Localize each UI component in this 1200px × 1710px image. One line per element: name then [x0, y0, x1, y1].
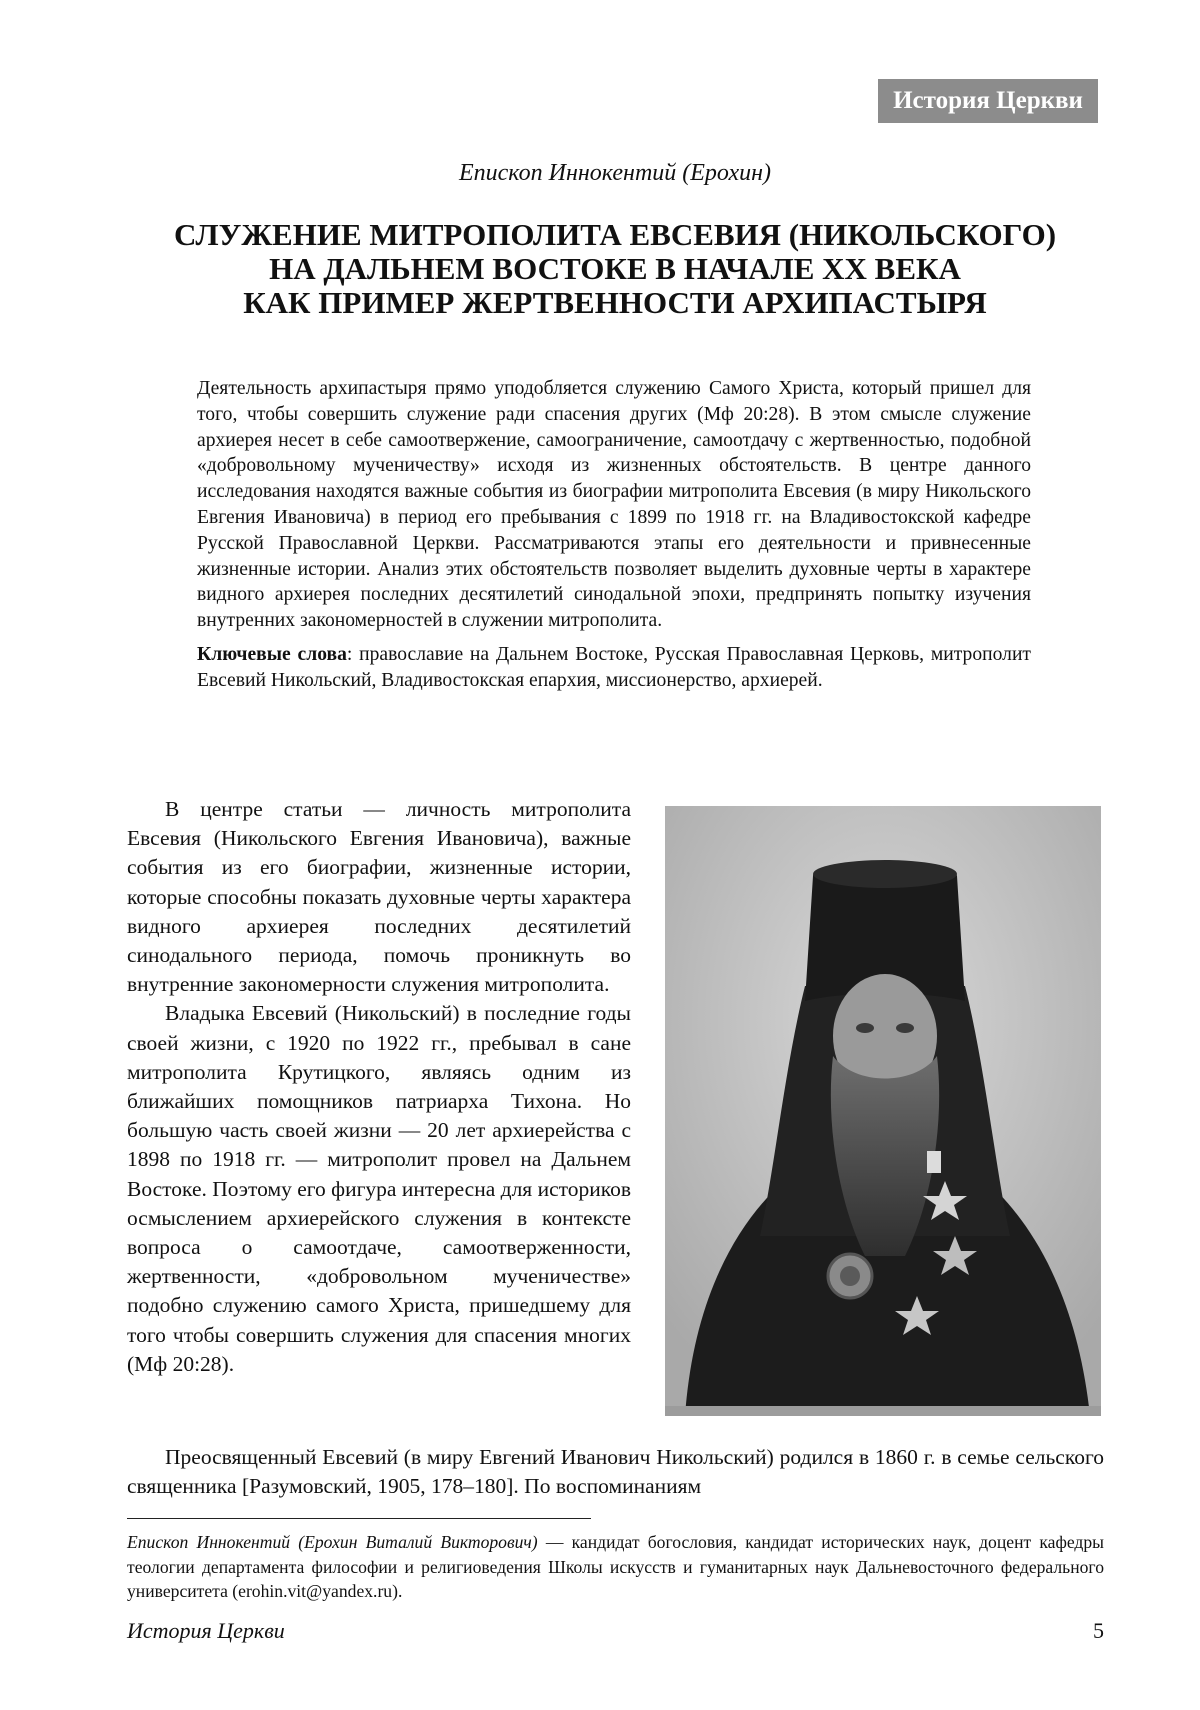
section-tag: История Церкви — [878, 79, 1098, 123]
footnote-author: Епископ Иннокентий (Ерохин Виталий Викторович) — [127, 1532, 538, 1552]
portrait-photo — [665, 806, 1101, 1416]
footnote-text — [127, 1530, 1104, 1604]
body-paragraph: Преосвященный Евсевий (в миру Евгений Иванович Никольский) родился в 1860 г. в семье сельского священника [Разумовский, 1905, 178–180]. По воспоминаниям — [127, 1445, 1104, 1499]
abstract-block — [197, 376, 1031, 694]
article-title — [0, 218, 1200, 320]
footnote-divider — [127, 1518, 591, 1519]
keywords-text: : православие на Дальнем Востоке, Русская Православная Церковь, митрополит Евсевий Никольский, Владивостокская епархия, миссионерство, архиерей. — [197, 643, 1031, 691]
footnote — [127, 1530, 1104, 1604]
title-line: СЛУЖЕНИЕ МИТРОПОЛИТА ЕВСЕВИЯ (НИКОЛЬСКОГО) — [173, 217, 1057, 252]
body-column — [127, 795, 631, 1379]
body-full-width — [127, 1443, 1104, 1501]
keywords-label: Ключевые слова — [197, 643, 347, 665]
article-author: Епископ Иннокентий (Ерохин) — [458, 160, 771, 186]
body-paragraph: Владыка Евсевий (Никольский) в последние годы своей жизни, с 1920 по 1922 гг., пребывал в сане митрополита Крутицкого, являясь одним из ближайших помощников патриарха Тихона. Но большую часть своей жизни — 20 лет архиерейства с 1898 по 1918 гг. — митрополит провел на Дальнем Востоке. Поэтому его фигура интересна для историков осмыслением архиерейского служения в контексте вопроса о самоотдаче, самоотверженности, жертвенности, «добровольном мученичестве» подобно служению самого Христа, пришедшему для того чтобы совершить служения для спасения многих (Мф 20:28). — [127, 1001, 631, 1376]
footnote-body: — кандидат богословия, кандидат исторических наук, доцент кафедры теологии департамента философии и религиоведения Школы искусств и гуманитарных наук Дальневосточного федерального университета (erohin.vit@yandex.ru). — [127, 1532, 1104, 1601]
keywords — [197, 642, 1031, 694]
body-paragraph: В центре статьи — личность митрополита Евсевия (Никольского Евгения Ивановича), важные события из его биографии, жизненные истории, которые способны показать духовные черты характера видного архиерея последних десятилетий синодального периода, помочь проникнуть во внутренние закономерности служения митрополита. — [127, 797, 631, 997]
footer-journal-name: История Церкви — [127, 1618, 285, 1643]
abstract-text: Деятельность архипастыря прямо уподобляется служению Самого Христа, который пришел для того, чтобы совершить служение ради спасения других (Мф 20:28). В этом смысле служение архиерея несет в себе самоотвержение, самоограничение, самоотдачу с жертвенностью, подобной «добровольному мученичеству» исходя из жизненных обстоятельств. В центре данного исследования находятся важные события из биографии митрополита Евсевия (в миру Никольского Евгения Ивановича) в период его пребывания с 1899 по 1918 гг. на Владивостокской кафедре Русской Православной Церкви. Рассматриваются этапы его деятельности и привнесенные жизненные истории. Анализ этих обстоятельств позволяет выделить духовные черты в характере видного архиерея последних десятилетий синодальной эпохи, предпринять попытку изучения внутренних закономерностей в служении митрополита. — [197, 378, 1031, 632]
title-line: НА ДАЛЬНЕМ ВОСТОКЕ В НАЧАЛЕ ХХ ВЕКА — [269, 251, 961, 286]
title-line: КАК ПРИМЕР ЖЕРТВЕННОСТИ АРХИПАСТЫРЯ — [243, 285, 987, 320]
page-number: 5 — [1093, 1618, 1104, 1643]
